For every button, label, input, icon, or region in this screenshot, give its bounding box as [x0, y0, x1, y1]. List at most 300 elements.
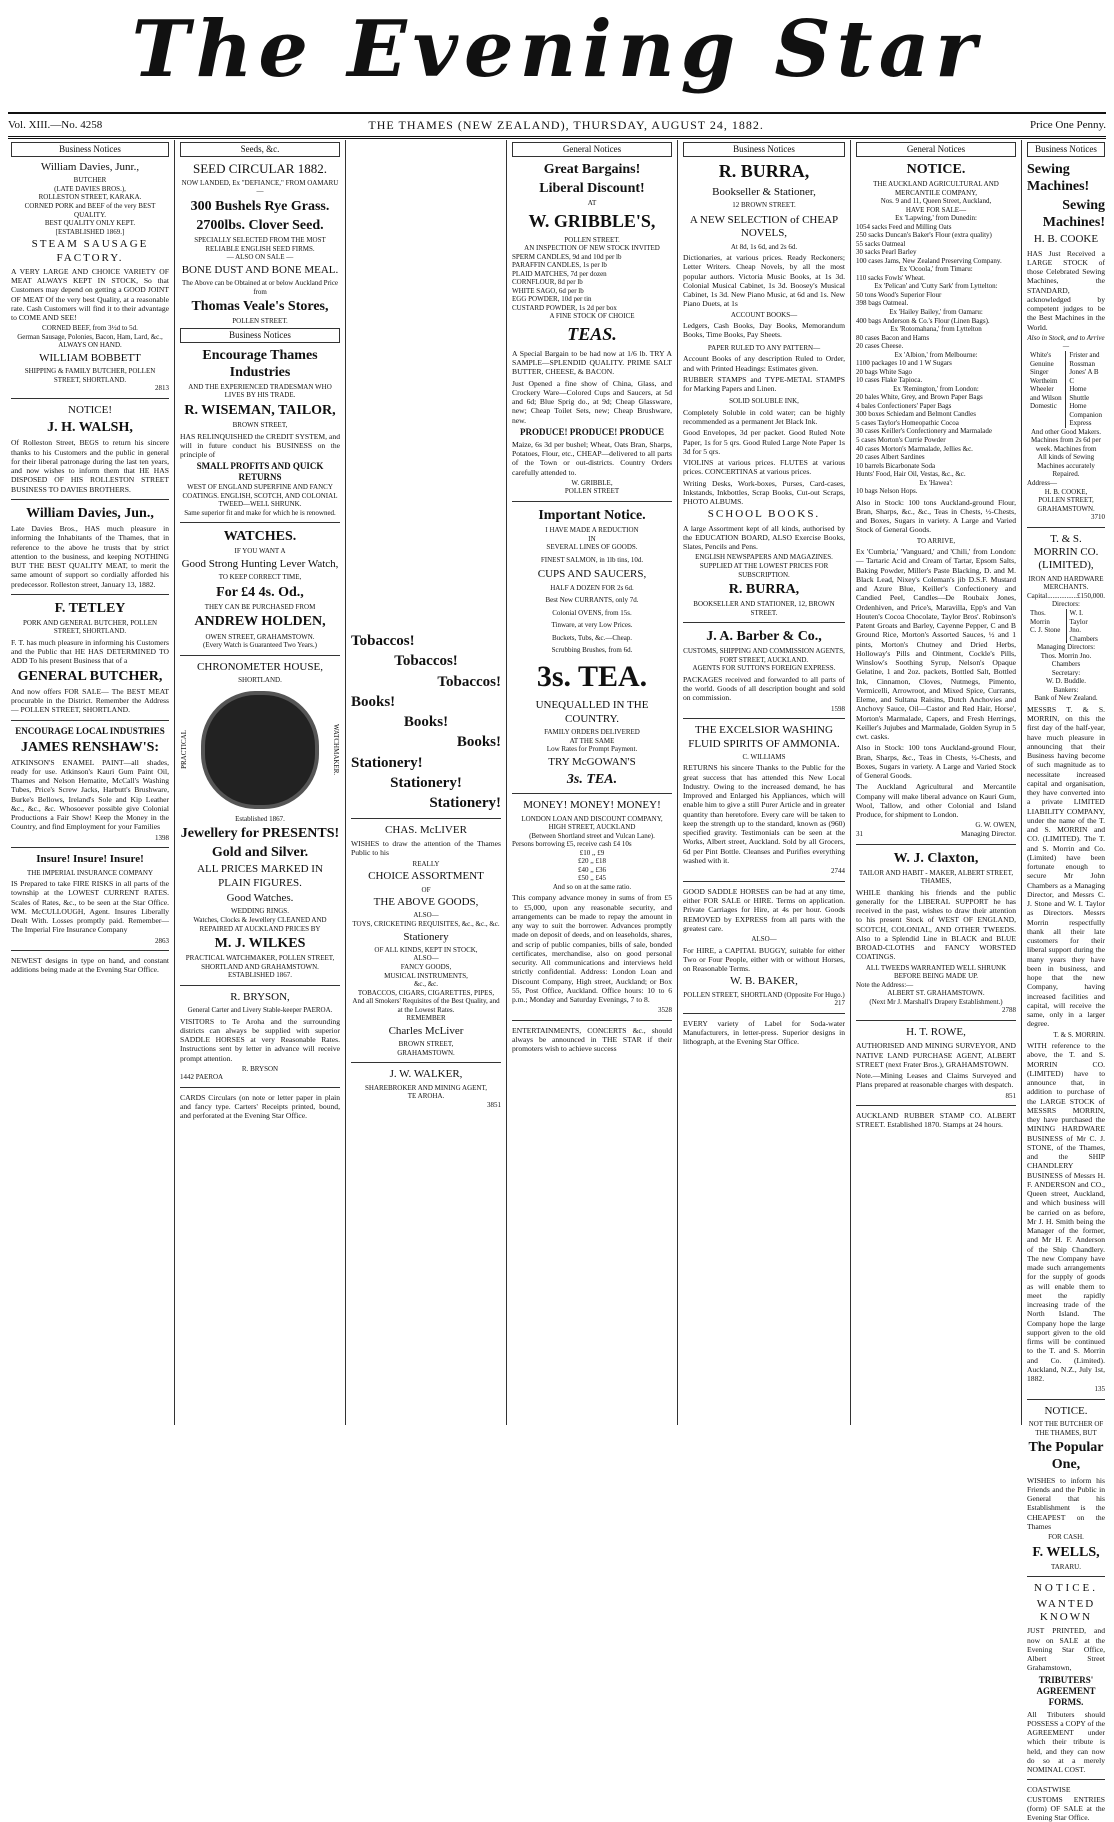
newspaper-title: The Evening Star: [131, 4, 983, 95]
clock-icon: [201, 691, 319, 809]
ad-body: IS Prepared to take FIRE RISKS in all parts of the township at the LOWEST CURRENT RATES. Scales of Rates, &c., to be seen at the Star Office. WM. McCULLOUGH, Agent. Insures Liberally Dealt With. Losses promptly paid. Remember— The Imperial Fire Insurance Company: [11, 879, 169, 935]
ad-body: For HIRE, a CAPITAL BUGGY, suitable for either Two or Four People, either with or without Horses, on Reasonable Terms.: [683, 945, 845, 974]
ad-title: Tobaccos!: [351, 633, 415, 649]
ad-line: TE AROHA.: [407, 1092, 445, 1101]
ad-line: R. BRYSON: [241, 1064, 279, 1073]
ad-body: WISHES to draw the attention of the Thames Public to his: [351, 839, 501, 858]
list-item: 55 sacks Oatmeal: [856, 239, 906, 248]
ad-title: PRODUCE! PRODUCE! PRODUCE: [520, 426, 664, 437]
list-item: Ex 'Lapwing,' from Dunedin:: [895, 214, 977, 223]
ad-line: Managing Director.: [961, 830, 1016, 839]
clock-label: WATCHMAKER.: [332, 723, 340, 776]
ad-title: ENCOURAGE LOCAL INDUSTRIES: [15, 725, 165, 736]
ad-line: All kinds of Sewing Machines accurately Repaired.: [1037, 453, 1095, 479]
ad-title: Charles McLiver: [388, 1024, 464, 1037]
ad-line: FANCY GOODS,: [400, 962, 452, 971]
list-item: 4 bales Confectioners' Paper Bags: [856, 401, 952, 410]
list-item: 1100 packages 10 and 1 W Sugars: [856, 359, 952, 368]
ad-title: The Popular One,: [1028, 1440, 1104, 1473]
ad-title: Tobaccos!: [394, 653, 458, 670]
list-item: 5 cases Taylor's Homeopathic Cocoa: [856, 418, 959, 427]
ad-body: WISHES to inform his Friends and the Public in General that his Establishment is the CHEAPEST on the Thames: [1027, 1475, 1105, 1531]
ad-body: Account Books of any description Ruled to Order, and with Printed Headings: Estimates given.: [683, 354, 845, 373]
ad-line: BUTCHER: [73, 176, 107, 185]
ad-line: Persons borrowing £5, receive cash £4 10s: [512, 840, 632, 849]
ad-title: Jewellery for PRESENTS!: [180, 826, 340, 842]
ad-line: CUSTOMS, SHIPPING AND COMMISSION AGENTS, FORT STREET, AUCKLAND.: [683, 647, 845, 664]
ad-line: Colonial OVENS, from 15s.: [552, 608, 632, 617]
list-item: Wheeler and Wilson: [1030, 385, 1062, 402]
ad-line: IN: [588, 534, 596, 543]
ad-line: CORNED BEEF, from 3½d to 5d.: [42, 324, 138, 333]
ad-body: WITH reference to the above, the T. and S. MORRIN CO. (LIMITED) have to announce that, in addition to purchase of the LARGE STOCK of MESSRS MORRIN, they have purchased the MINING HARDWARE BUSINESS of Mr C. J. STONE, of the Thames, and the SHIP CHANDLERY BUSINESS of Messrs H. F. ANDERSON and CO., Queen street, Auckland, and which business will be carried on as before, Mr J. H. Smith being the Manager of the former, and Mr H. F. Anderson of the Ship Chandlery. The new Company have made such arrangements for the supply of goods as will enable them to meet the rapidly increasing trade of the North Island. The Company hope the large support given to the old firms will be continued to the T. and S. Morrin and Co. (Limited). Auckland, N.Z., July 1st, 1882.: [1027, 1041, 1105, 1384]
list-item: W. I. Taylor: [1069, 608, 1088, 626]
ad-line: ALSO—: [751, 935, 777, 944]
ad-line: (LATE DAVIES BROS.),: [54, 184, 126, 193]
ad-body: PACKAGES received and forwarded to all parts of the world. Goods of all description bought and sold on commission.: [683, 674, 845, 703]
ad-line: 12 BROWN STREET.: [732, 201, 796, 210]
ad-body: CARDS Circulars (on note or letter paper in plain and fancy type. Carters' Receipts printed, bound, and perforated at the Evening Star Office.: [180, 1092, 340, 1121]
ad-body: Good Envelopes, 3d per packet. Good Ruled Note Paper, 1s for 5 qrs. Good Ruled Large Note Paper 1s 3d for 5 qrs.: [683, 428, 845, 456]
ad-title: TRIBUTERS' AGREEMENT FORMS.: [1036, 1674, 1096, 1707]
list-item: 20 bags White Sago: [856, 367, 913, 376]
ad-line: TAILOR AND HABIT - MAKER, ALBERT STREET, THAMES,: [858, 868, 1014, 886]
list-item: 30 cases Keiller's Confectionery and Marmalade: [856, 427, 992, 436]
ad-title: J. W. WALKER,: [389, 1068, 463, 1081]
ad-line: T. & S. MORRIN.: [1053, 1030, 1105, 1039]
list-item: 250 sacks Duncan's Baker's Flour (extra quality): [856, 231, 992, 240]
ad-line: ROLLESTON STREET, KARAKA.: [38, 193, 142, 202]
ad-line: A FINE STOCK OF CHOICE: [549, 312, 635, 321]
ad-title: Bookseller & Stationer,: [712, 185, 816, 198]
ad-body: And now offers FOR SALE— The BEST MEAT procurable in the District. Remember the Address— POLLEN STREET, SHORTLAND.: [11, 686, 169, 715]
ad-body: HAS Just Received a LARGE STOCK of those Celebrated Sewing Machines, the STANDARD, acknowledged by competent judges to be the Best Machines in the World.: [1027, 248, 1105, 332]
ad-title: Stationery!: [390, 775, 462, 792]
ad-line: Thos. Morrin Jno. Chambers: [1040, 651, 1092, 669]
price: Price One Penny.: [1030, 119, 1106, 131]
column-1: [6, 140, 175, 1425]
ad-line: OF: [421, 885, 431, 894]
list-item: £50 ,, £45: [578, 874, 606, 883]
ad-title: Sewing Machines!: [1042, 198, 1105, 231]
ad-line: POLLEN STREET.: [564, 235, 620, 244]
ad-line: SHAREBROKER AND MINING AGENT,: [365, 1083, 487, 1092]
column-3: [346, 140, 507, 1425]
ad-title: STEAM SAUSAGE FACTORY.: [31, 238, 149, 264]
ad-line: At 8d, 1s 6d, and 2s 6d.: [730, 242, 798, 251]
ad-line: TO ARRIVE,: [916, 536, 956, 545]
list-item: Ex 'Pelican' and 'Cutty Sark' from Lyttelton:: [874, 282, 998, 291]
ad-body: HAS RELINQUISHED the CREDIT SYSTEM, and will in future conduct his BUSINESS on the principle of: [180, 431, 340, 460]
ad-number: 135: [1094, 1385, 1105, 1394]
stock-list: [856, 214, 1016, 496]
ad-line: General Carter and Livery Stable-keeper PAEROA.: [187, 1006, 333, 1015]
ad-line: ALSO—: [413, 954, 439, 963]
ad-line: AGENTS FOR SUTTON'S FOREIGN EXPRESS.: [692, 664, 836, 673]
ad-number: 1398: [155, 833, 169, 842]
list-item: 1054 sacks Feed and Milling Oats: [856, 222, 952, 231]
ad-number: 3710: [1091, 513, 1105, 522]
ad-body: Just Opened a fine show of China, Glass, and Crockery Ware—Colored Cups and Saucers, at 5d and 6d; Blue Sprig do., at 9d; Cheap Glassware, new; Cheap Toilet Sets, new; Cheap Brushware, new.: [512, 378, 672, 425]
ad-number: 2813: [155, 384, 169, 393]
list-item: PLAID MATCHES, 7d per dozen: [512, 269, 607, 278]
ad-title: W. B. BAKER,: [730, 975, 798, 988]
column-header: Business Notices: [1027, 142, 1105, 157]
ad-body: MESSRS T. & S. MORRIN, on this the first day of the half-year, have much pleasure in announcing that their Business having become of such magnitude as to necessitate increased capital and organisation, they have converted into a private LIMITED LIABILITY COMPANY, under the name of the T. and S. MORRIN and CO. (LIMITED). The T. and S. Morrin and Co. (Limited) have been fortunate enough to secure Mr John Chambers as a Managing Director, and Messrs C. J. Stone and W. I. Taylor as Directors. Messrs Morrin respectfully thank all their late customers for their liberal support during the many years they have been in business, and hope that the new Company, having increased facilities and capital, will receive the same, only in a larger degree.: [1027, 704, 1105, 1029]
ad-line: Bank of New Zealand.: [1034, 694, 1098, 703]
ad-body: Ex 'Cumbria,' 'Vanguard,' and 'Chili,' from London:— Tartaric Acid and Cream of Tartar, Epsom Salts, Baking Powder, Miller's Paste Blacking, D. and M. Black Lead, Nixey's Coleman's jib D.S.F. Mustard and Azure Blue, Keiller's Confectionery and Candied Peel, Candles—De Roubaix Jones, Ordenhiven, and Price's, Maravilla, Epp's and Van Houten's Cocoa Chocolate, Taylor Bros'. Robinson's Patent Groats and Barley, Cayenne Pepper, C and B Ground Rice, Morton's Assorted Sauces, ½ and 1 pints, Morton's Chutney and Dried Herbs, Holloway's Pills and Ointment, Cockle's Pills, Winslow's Soothing Syrup, Nelson's Opaque Gelatine, 1 and 2oz. packets, Bottled Salt, Bottled Ink, Cinnamon, Cloves, Nutmegs, Pimento, Vermicelli, Arrowroot, and Mixed Spice, Currants, Eleme, and Sultana Raisins, Dutch Anchovies and Anchovy Sauce, Oil—Castor and Red Hair, Horse', Morton's Marmalade, Capers, and Fresh Herrings, Keiller's Jujubes and Marmalade, Golden Syrup in 5 cwt. casks.: [856, 547, 1016, 742]
ad-title: WATCHES.: [223, 529, 297, 545]
ad-body: F. T. has much pleasure in informing his Customers and the Public that HE HAS DETERMINED TO ADD To his present Business that of a: [11, 637, 169, 666]
ad-line: BOOKSELLER AND STATIONER, 12, BROWN STREET.: [693, 600, 835, 617]
ad-line: WEDDING RINGS.: [231, 907, 289, 916]
ad-line: SPECIALLY SELECTED FROM THE MOST RELIABLE ENGLISH SEED FIRMS.: [194, 236, 326, 253]
columns: [6, 140, 1110, 1822]
list-item: Wertheim: [1030, 376, 1058, 385]
list-item: Ex 'Rotomahana,' from Lyttelton: [890, 325, 982, 334]
ad-body: This company advance money in sums of from £5 to £5,000, upon any reasonable security, and arrangements can be made to repay the amount in any way to suit the borrower. Advances promptly made on deposit of deeds, and on leaseholds, shares, and scrip of public companies, bills of sale, bonded certificates, merchandise, also on good personal security. All communications and interviews held strictly confidential. Address: London Loan and Discount Company, High street, Auckland; or Box 55, Post Office, Auckland. Office hours: 10 to 6 p.m.; Monday and Saturday Evenings, 7 to 8.: [512, 893, 672, 1005]
ad-body: Completely Soluble in cold water; can be highly recommended as a permanent Jet Black Ink.: [683, 407, 845, 427]
ad-line: BROWN STREET,: [398, 1040, 454, 1049]
ad-title: Good Watches.: [226, 892, 294, 905]
ad-line: Secretary:: [1051, 668, 1081, 677]
ad-title: R. BRYSON,: [230, 990, 290, 1003]
list-item: Jno. Chambers: [1069, 626, 1098, 643]
ad-number: 2863: [155, 936, 169, 945]
ad-line: The Above can be Obtained at or below Auckland Price from: [181, 279, 339, 296]
list-item: WHITE SAGO, 6d per lb: [512, 286, 584, 295]
ad-title: 2700lbs. Clover Seed.: [196, 217, 324, 233]
ad-line: ALL TWEEDS WARRANTED WELL SHRUNK BEFORE BEING MADE UP.: [865, 963, 1007, 981]
list-item: Ex 'Hawea':: [919, 478, 953, 487]
ad-body: ENTERTAINMENTS, CONCERTS &c., should always be announced in THE STAR if their promoters wish to achieve success: [512, 1025, 672, 1054]
list-item: 10 cases Flake Tapioca.: [856, 376, 923, 385]
ad-title: A NEW SELECTION of CHEAP NOVELS,: [689, 213, 839, 240]
list-item: CORNFLOUR, 8d per lb: [512, 278, 583, 287]
ad-line: Watches, Clocks & Jewellery CLEANED AND REPAIRED AT AUCKLAND PRICES BY: [193, 916, 327, 933]
column-header: Business Notices: [683, 142, 845, 157]
ad-line: SUPPLIED AT THE LOWEST PRICES FOR SUBSCRIPTION.: [699, 561, 829, 579]
ad-body: VIOLINS at various prices. FLUTES at various prices. CONCERTINAS at various prices.: [683, 458, 845, 477]
ad-body: AUTHORISED AND MINING SURVEYOR, AND NATIVE LAND PURCHASE AGENT, ALBERT STREET (next Frater Bros.), GRAHAMSTOWN.: [856, 1041, 1016, 1069]
ad-line: &c., &c.: [413, 980, 439, 989]
ad-line: ACCOUNT BOOKS—: [730, 310, 798, 319]
list-item: Home Shuttle: [1069, 385, 1090, 402]
ad-body: A Special Bargain to be had now at 1/6 lb. TRY A SAMPLE—SPLENDID QUALITY. PRIME SALT BUTTER, CHEESE, & BACON.: [512, 348, 672, 377]
ad-line: Note the Address:—: [856, 980, 914, 989]
column-header: General Notices: [856, 142, 1016, 157]
ad-line: CORNED PORK and BEEF of the very BEST QUALITY.: [24, 201, 156, 219]
ad-line: AND THE EXPERIENCED TRADESMAN WHO LIVES BY HIS TRADE.: [188, 382, 332, 400]
ad-line: Nos. 9 and 11, Queen Street, Auckland,: [880, 197, 992, 206]
ad-line: FAMILY ORDERS DELIVERED: [544, 728, 640, 737]
ad-body: COASTWISE CUSTOMS ENTRIES (form) OF SALE at the Evening Star Office.: [1027, 1785, 1105, 1822]
ad-line: W. GRIBBLE,: [571, 478, 613, 487]
ad-line: And so on at the same ratio.: [552, 882, 632, 891]
ad-title: Liberal Discount!: [539, 181, 645, 197]
ad-line: MUSICAL INSTRUMENTS,: [384, 971, 468, 980]
ad-line: SHIPPING & FAMILY BUTCHER, POLLEN STREET, SHORTLAND.: [24, 367, 156, 384]
ad-title: CHRONOMETER HOUSE,: [197, 660, 323, 673]
ad-line: IRON AND HARDWARE MERCHANTS.: [1028, 574, 1104, 592]
ad-title: JAMES RENSHAW'S:: [20, 739, 160, 755]
dateline: THE THAMES (NEW ZEALAND), THURSDAY, AUGUST 24, 1882.: [368, 117, 764, 132]
ad-line: Low Rates for Prompt Payment.: [546, 745, 638, 754]
ad-title: GENERAL BUTCHER,: [17, 668, 163, 684]
dateline-bar: [8, 112, 1106, 139]
ad-line: C. WILLIAMS: [742, 752, 786, 761]
ad-title: R. BURRA,: [728, 582, 800, 598]
list-item: 400 bags Anderson & Co.'s Flour (Linen Bags).: [856, 316, 990, 325]
ad-line: Bankers:: [1053, 685, 1079, 694]
list-item: C. J. Stone: [1030, 626, 1061, 635]
ad-title: R. BURRA,: [718, 160, 810, 181]
ad-line: POLLEN STREET.: [232, 317, 288, 326]
ad-line: NOW LANDED, Ex "DEFIANCE," FROM OAMARU—: [181, 178, 339, 196]
list-item: Jones' A B C: [1069, 368, 1099, 385]
ad-title: T. & S. MORRIN CO. (LIMITED),: [1033, 532, 1099, 572]
list-item: SPERM CANDLES, 9d and 10d per lb: [512, 252, 622, 261]
ad-body: GOOD SADDLE HORSES can be had at any time, either FOR SALE or HIRE. Terms on application. Private Carriages for Hire, at 4s per hour. Goods REMOVED by EXPRESS from all parts with the greatest care.: [683, 886, 845, 933]
list-item: Ex 'Albion,' from Melbourne:: [894, 350, 978, 359]
ad-body: Of Rolleston Street, BEGS to return his sincere thanks to his Customers and the public in general for their liberal patronage during the last ten years, and now wishes to inform them that HE HAS DISPOSED OF HIS ROLLESTON STREET BUSINESS TO DAVIES BROTHERS.: [11, 438, 169, 494]
ad-title: Gold and Silver.: [211, 845, 309, 861]
ad-title: Tobaccos!: [437, 673, 501, 690]
ad-line: ESTABLISHED 1867.: [228, 971, 292, 980]
list-item: 20 bales White, Grey, and Brown Paper Bags: [856, 393, 983, 402]
list-item: 300 boxes Schiedam and Belmont Candles: [856, 410, 976, 419]
ad-title: CHOICE ASSORTMENT: [368, 870, 484, 883]
ad-line: PAPER RULED TO ANY PATTERN—: [707, 343, 821, 352]
ad-body: EVERY variety of Label for Soda-water Manufacturers, in letter-press. Superior designs in lithograph, at the Evening Star Office.: [683, 1018, 845, 1047]
list-item: £40 ,, £36: [578, 865, 606, 874]
ad-title: Insure! Insure! Insure!: [36, 853, 144, 866]
list-item: White's: [1030, 351, 1052, 359]
ad-line: TOBACCOS, CIGARS, CIGARETTES, PIPES,: [357, 988, 495, 997]
ad-line: HIGH STREET, AUCKLAND: [548, 823, 636, 832]
list-item: 5 cases Morton's Currie Powder: [856, 435, 946, 444]
ad-title: Stationery!: [429, 795, 501, 812]
ad-title: F. TETLEY: [54, 600, 126, 616]
ad-title: SCHOOL BOOKS.: [707, 508, 821, 521]
ad-title: Stationery: [403, 930, 449, 943]
ad-title: SMALL PROFITS AND QUICK RETURNS: [196, 461, 324, 483]
ad-line: AT: [587, 199, 597, 208]
column-5: [678, 140, 851, 1425]
ad-number: 31: [856, 830, 863, 839]
ad-body: NEWEST designs in type on hand, and constant additions being made at the Evening Star Office.: [11, 956, 169, 975]
ad-line: W. D. Buddle.: [1046, 677, 1086, 686]
ad-body: WHILE thanking his friends and the public generally for the LIBERAL SUPPORT he has received in the past, wishes to draw their attention to his present Stock of WEST OF ENGLAND, SCOTCH, COLONIAL, AND OTHER TWEEDS. Also to a Splendid Line in BLACK and BLUE BROAD-CLOTHS and FANCY WORSTED COATINGS.: [856, 887, 1016, 962]
ad-title: 3s. TEA.: [566, 772, 618, 788]
ad-body: VISITORS to Te Aroha and the surrounding districts can always be supplied with superior SADDLE HORSES at very Reasonable Rates. Instructions sent by letter in advance will receive prompt attention.: [180, 1016, 340, 1063]
ad-line: ALBERT ST. GRAHAMSTOWN.: [887, 989, 985, 998]
column-2: [175, 140, 346, 1425]
ad-line: REMEMBER: [406, 1014, 446, 1023]
ad-title: Thomas Veale's Stores,: [191, 299, 329, 315]
ad-title: WANTED KNOWN: [1036, 1597, 1096, 1623]
ad-title: 300 Bushels Rye Grass.: [190, 198, 330, 214]
ad-body: Note.—Mining Leases and Claims Surveyed and Plans prepared at reasonable charges with despatch.: [856, 1071, 1016, 1090]
column-header: Business Notices: [11, 142, 169, 157]
ad-line: FOR CASH.: [1048, 1533, 1084, 1541]
ad-body: Ledgers, Cash Books, Day Books, Memorandum Books, Time Books, Pay Sheets.: [683, 321, 845, 340]
ad-number: 217: [834, 999, 845, 1008]
ad-line: AN INSPECTION OF NEW STOCK INVITED: [524, 244, 660, 253]
list-item: 110 sacks Fowls' Wheat.: [856, 273, 925, 282]
ad-line: POLLEN STREET, GRAHAMSTOWN.: [1037, 496, 1095, 513]
ad-line: Scrubbing Brushes, from 6d.: [551, 646, 633, 655]
ad-line: Established 1867.: [235, 814, 285, 823]
ad-title: Books!: [403, 714, 449, 731]
ad-line: Managing Directors:: [1036, 643, 1096, 652]
ad-body: RETURNS his sincere Thanks to the Public for the great success that has attended this New Local Industry. Owing to the increased demand, he has Improved and Enlarged his Appliances, which will enable him to give a still Purer Article and in greater quantity than heretofore. Every care will be taken to keep the strength up to the standard, known as (960) specified gravity. Testimonials can be seen at the Works, Albert street, Auckland. Sold by all Grocers, 6d per Pint Bottle. Cleanses and Purifies everything washed with it.: [683, 763, 845, 865]
ad-title: TRY McGOWAN'S: [548, 755, 636, 768]
column-header: Seeds, &c.: [180, 142, 340, 157]
ad-line: Best New CURRANTS, only 7d.: [545, 596, 639, 605]
list-item: 10 bags Nelson Hops.: [856, 487, 918, 496]
ad-line: — ALSO ON SALE —: [226, 253, 294, 262]
ad-body: AUCKLAND RUBBER STAMP CO. ALBERT STREET. Established 1870. Stamps at 24 hours.: [856, 1111, 1016, 1130]
ad-body: Maize, 6s 3d per bushel; Wheat, Oats Bran, Sharps, Potatoes, Flour, etc., CHEAP—delivered to all parts of the Town or out-districts. Country Orders carefully attended to.: [512, 439, 672, 477]
ad-number: 851: [1005, 1091, 1016, 1100]
ad-title: W. GRIBBLE'S,: [528, 210, 656, 231]
ad-title: THE ABOVE GOODS,: [373, 896, 479, 909]
list-item: CUSTARD POWDER, 1s 2d per box: [512, 303, 617, 312]
ad-title: CHAS. McLIVER: [385, 823, 467, 836]
ad-line: NOT THE BUTCHER OF THE THAMES, BUT: [1028, 1420, 1104, 1437]
ad-title: J. A. Barber & Co.,: [706, 629, 822, 645]
ad-line: SHORTLAND.: [238, 676, 282, 685]
ad-title: Sewing Machines!: [1027, 161, 1090, 195]
ad-line: TOYS, CRICKETING REQUISITES, &c., &c., &c.: [352, 919, 500, 928]
ad-line: HAVE FOR SALE—: [905, 205, 967, 214]
ad-line: H. B. COOKE,: [1044, 487, 1088, 496]
ad-number: 3528: [658, 1006, 672, 1015]
ad-line: THE IMPERIAL INSURANCE COMPANY: [26, 868, 154, 877]
ad-line: And all Smokers' Requisites of the Best Quality, and at the Lowest Rates.: [352, 997, 500, 1014]
ad-line: Same superior fit and make for which he is renowned.: [184, 508, 336, 517]
column-header: Business Notices: [180, 328, 340, 343]
ad-line: SOLID SOLUBLE INK,: [729, 397, 799, 406]
ad-line: THE AUCKLAND AGRICULTURAL AND MERCANTILE COMPANY,: [873, 180, 999, 197]
column-7: [1022, 140, 1110, 1822]
ad-line: OF ALL KINDS, KEPT IN STOCK,: [374, 945, 478, 954]
ad-title: Encourage Thames Industries: [202, 347, 318, 380]
ad-line: Tinware, at very Low Prices.: [551, 621, 633, 630]
column-header: General Notices: [512, 142, 672, 157]
ad-line: LONDON LOAN AND DISCOUNT COMPANY,: [521, 814, 663, 823]
ad-title: SEED CIRCULAR 1882.: [193, 160, 327, 176]
ad-title: NOTICE.: [1033, 1582, 1099, 1595]
ad-title: H. T. ROWE,: [906, 1025, 966, 1038]
ad-title: Great Bargains!: [543, 161, 641, 177]
clock-label: PRACTICAL: [180, 730, 188, 770]
ad-title: BONE DUST AND BONE MEAL.: [181, 263, 339, 276]
ad-title: ANDREW HOLDEN,: [194, 614, 326, 630]
ad-line: (Between Shortland street and Vulcan Lane).: [529, 831, 655, 840]
ad-number: 2788: [1002, 1006, 1016, 1015]
ad-line: ALSO—: [413, 911, 439, 920]
list-item: PARAFFIN CANDLES, 1s per lb: [512, 261, 607, 270]
ad-line: [ESTABLISHED 1869.]: [55, 227, 125, 236]
list-item: Home Companion: [1069, 402, 1102, 419]
list-item: Frister and Rossman: [1069, 351, 1100, 368]
ad-line: GRAHAMSTOWN.: [397, 1048, 455, 1057]
ad-title: William Davies, Jun.,: [26, 505, 154, 521]
ad-line: ENGLISH NEWSPAPERS AND MAGAZINES.: [695, 553, 833, 562]
ad-title: MONEY! MONEY! MONEY!: [523, 799, 661, 812]
ad-title: Stationery!: [351, 754, 423, 771]
volume-number: Vol. XIII.—No. 4258: [8, 119, 103, 131]
ad-line: And other Good Makers.: [1031, 427, 1101, 436]
list-item: Ex 'Ocoola,' from Timaru:: [899, 265, 973, 274]
ad-title: R. WISEMAN, TAILOR,: [184, 402, 336, 418]
list-item: EGG POWDER, 10d per tin: [512, 295, 592, 304]
ad-title: 3s. TEA.: [536, 659, 648, 693]
list-item: 20 cases Albert Sardines: [856, 453, 925, 462]
ad-body: Also in Stock: 100 tons Auckland-ground Flour, Bran, Sharps, &c., Teas in Chests, ½-Chests, and Boxes, Sugars in variety. A Large and Varied Stock of General Goods.: [856, 743, 1016, 781]
ad-title: William Davies, Junr.,: [40, 160, 140, 173]
ad-line: TO KEEP CORRECT TIME,: [218, 573, 302, 582]
ad-title: TEAS.: [567, 323, 617, 344]
ad-title: THE EXCELSIOR WASHING FLUID SPIRITS OF AMMONIA.: [688, 724, 840, 750]
list-item: 40 cases Morton's Marmalade, Jellies &c.: [856, 444, 973, 453]
list-item: 50 tons Wood's Superior Flour: [856, 290, 942, 299]
list-item: £10 ,, £9: [579, 848, 605, 857]
ad-title: NOTICE!: [68, 404, 112, 416]
list-item: Express: [1069, 419, 1092, 428]
ad-line: Also in Stock, and to Arrive—: [1027, 333, 1105, 351]
ad-line: Buckets, Tubs, &c.—Cheap.: [551, 633, 633, 642]
list-item: 20 cases Cheese.: [856, 342, 904, 351]
list-item: Domestic: [1030, 402, 1057, 411]
ad-number: 1598: [831, 704, 845, 713]
ad-line: Capital.................£150,000.: [1027, 591, 1105, 600]
ad-body: ATKINSON'S ENAMEL PAINT—all shades, ready for use. Atkinson's Kauri Gum Paint Oil, Thames and Nelson Hematite, McCall's Washing Tubes, Price's Screw Jacks, Harbutt's Brushware, Burke's Bellows, Ireland's Sole and Kip Leather &c., &c., &c. Whosoever possible give Colonial Productions a Fair Show! Keep the Money in the Country, and find Employment for your Families: [11, 757, 169, 832]
ad-line: (Next Mr J. Marshall's Drapery Establishment.): [869, 997, 1003, 1006]
ad-line: BROWN STREET,: [232, 420, 288, 429]
ad-title: Important Notice.: [538, 507, 646, 523]
ad-line: BEST QUALITY ONLY KEPT.: [44, 219, 136, 228]
ad-line: (Every Watch is Guaranteed Two Years.): [203, 641, 317, 650]
ad-line: G. W. OWEN,: [975, 821, 1016, 830]
ad-line: PORK AND GENERAL BUTCHER, POLLEN STREET, SHORTLAND.: [22, 618, 158, 636]
ad-line: TARARU.: [1051, 1562, 1081, 1571]
ad-body: Dictionaries, at various prices. Ready Reckoners; Letter Writers. Cheap Novels, by all the most popular authors. Victoria Music Books, at 1s 3d. Colonial Musical Cabinet, 1s 3d. Boosey's Musical Cabinet, 1s 3d. New Piano Music, at 6d and 1s. New Piano Duets, at 1s: [683, 253, 845, 309]
list-item: 30 sacks Pearl Barley: [856, 248, 917, 257]
ad-title: M. J. WILKES: [214, 936, 306, 952]
ad-number: 3851: [487, 1100, 501, 1109]
list-item: 398 bags Oatmeal.: [856, 299, 909, 308]
ad-body: Writing Desks, Work-boxes, Purses, Card-cases, Inkstands, Inkbottles, Scrap Books, Cut-out Scraps, PHOTO ALBUMS.: [683, 478, 845, 507]
ad-line: IF YOU WANT A: [234, 547, 286, 556]
ad-body: A VERY LARGE AND CHOICE VARIETY OF MEAT ALWAYS KEPT IN STOCK, So that Customers may depend on getting a GOOD JOINT OF MEAT Of the very best Quality, at a reasonable rate. Cash Customers will find it to their advantage to COME AND SEE!: [11, 266, 169, 323]
ad-title: J. H. WALSH,: [47, 420, 133, 436]
ad-body: All Tributers should POSSESS a COPY of the AGREEMENT under which their tribute is held, and they can now do so at a merely NOMINAL COST.: [1027, 1709, 1105, 1775]
ad-line: OWEN STREET, GRAHAMSTOWN.: [205, 632, 315, 641]
list-item: Thos. Morrin: [1030, 608, 1050, 626]
column-6: [851, 140, 1022, 1425]
ad-line: REALLY: [412, 859, 440, 868]
ad-title: W. J. Claxton,: [893, 850, 979, 866]
ad-number: 2744: [831, 867, 845, 876]
ad-title: WILLIAM BOBBETT: [39, 352, 141, 364]
list-item: 100 cases Jams, New Zealand Preserving Company.: [856, 256, 1002, 265]
ad-body: JUST PRINTED, and now on SALE at the Evening Star Office, Albert Street Grahamstown,: [1027, 1626, 1105, 1673]
list-item: Ex 'Hailey Bailey,' from Oamaru:: [889, 308, 983, 317]
ad-title: UNEQUALLED IN THE COUNTRY.: [535, 699, 649, 725]
